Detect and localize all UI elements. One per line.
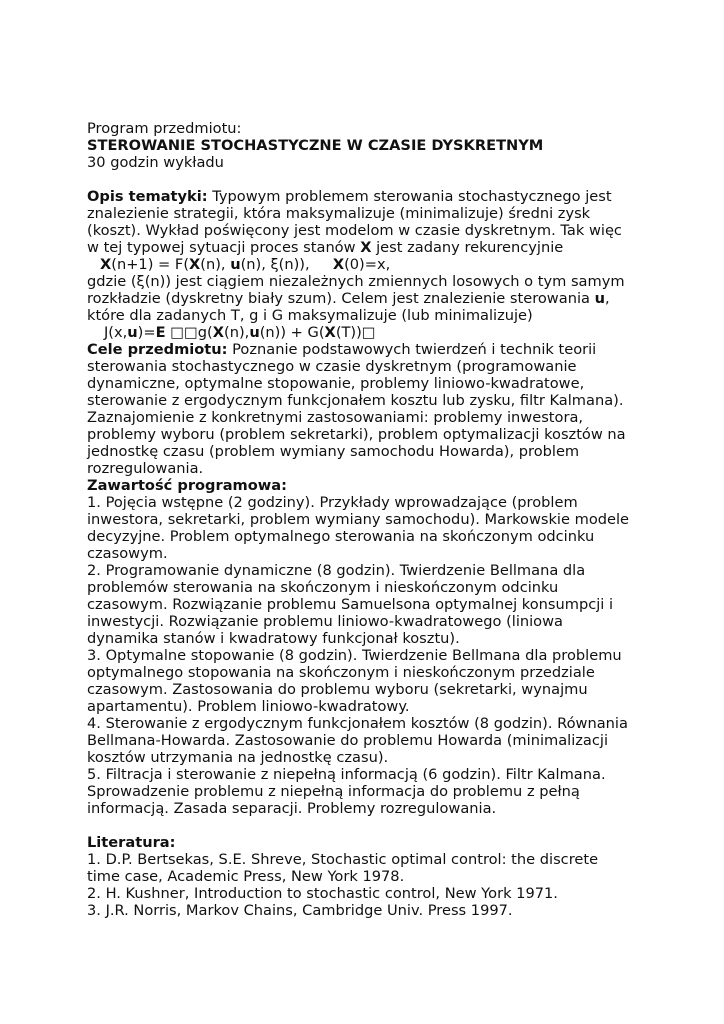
opis-line-4: w tej typowej sytuacji proces stanów X jest zadany rekurencyjnie	[87, 239, 564, 256]
opis-line-3: (koszt). Wykład poświęcony jest modelom w czasie dyskretnym. Tak więc	[87, 222, 622, 239]
program-label: Program przedmiotu:	[87, 120, 242, 137]
zawartosc-line: Sprowadzenie problemu z niepełną informacja do problemu z pełną	[87, 783, 580, 800]
zawartosc-line: informacją. Zasada separacji. Problemy rozregulowania.	[87, 800, 497, 817]
zawartosc-line: dynamika stanów i kwadratowy funkcjonał kosztu).	[87, 630, 460, 647]
zawartosc-line: apartamentu). Problem liniowo-kwadratowy.	[87, 698, 410, 715]
zawartosc-line: kosztów utrzymania na jednostkę czasu).	[87, 749, 389, 766]
opis-line-2: znalezienie strategii, która maksymalizuje (minimalizuje) średni zysk	[87, 205, 591, 222]
zawartosc-line: 2. Programowanie dynamiczne (8 godzin). Twierdzenie Bellmana dla	[87, 562, 586, 579]
zawartosc-line: decyzyjne. Problem optymalnego sterowania na skończonym odcinku	[87, 528, 595, 545]
opis-line-7: które dla zadanych T, g i G maksymalizuje (lub minimalizuje)	[87, 307, 533, 324]
course-title: STEROWANIE STOCHASTYCZNE W CZASIE DYSKRETNYM	[87, 137, 544, 154]
opis-heading: Opis tematyki:	[87, 188, 208, 205]
zawartosc-line: optymalnego stopowania na skończonym i nieskończonym przedziale	[87, 664, 595, 681]
zawartosc-line: czasowym. Zastosowania do problemu wyboru (sekretarki, wynajmu	[87, 681, 588, 698]
cele-line-2: sterowania stochastycznego w czasie dyskretnym (programowanie	[87, 358, 577, 375]
cele-line-8: rozregulowania.	[87, 460, 204, 477]
course-hours: 30 godzin wykładu	[87, 154, 224, 171]
zawartosc-heading: Zawartość programowa:	[87, 477, 287, 494]
spacer	[87, 817, 687, 834]
zawartosc-line: 1. Pojęcia wstępne (2 godziny). Przykłady wprowadzające (problem	[87, 494, 578, 511]
cele-line-4: sterowanie z ergodycznym funkcjonałem kosztu lub zysku, filtr Kalmana).	[87, 392, 624, 409]
objective-equation: J(x,u)=E □□g(X(n),u(n)) + G(X(T))□	[104, 324, 376, 341]
zawartosc-line: Bellmana-Howarda. Zastosowanie do problemu Howarda (minimalizacji	[87, 732, 608, 749]
zawartosc-line: 5. Filtracja i sterowanie z niepełną informacją (6 godzin). Filtr Kalmana.	[87, 766, 606, 783]
opis-line-5: gdzie (ξ(n)) jest ciągiem niezależnych zmiennych losowych o tym samym	[87, 273, 625, 290]
spacer	[87, 171, 687, 188]
zawartosc-line: 3. Optymalne stopowanie (8 godzin). Twierdzenie Bellmana dla problemu	[87, 647, 622, 664]
literatura-heading: Literatura:	[87, 834, 176, 851]
zawartosc-line: inwestycji. Rozwiązanie problemu liniowo-kwadratowego (liniowa	[87, 613, 563, 630]
zawartosc-line: 4. Sterowanie z ergodycznym funkcjonałem kosztów (8 godzin). Równania	[87, 715, 628, 732]
cele-heading: Cele przedmiotu:	[87, 341, 228, 358]
recurrence-equation: X(n+1) = F(X(n), u(n), ξ(n)), X(0)=x,	[100, 256, 391, 273]
opis-line-1: Opis tematyki: Typowym problemem sterowania stochastycznego jest	[87, 188, 612, 205]
cele-line-1: Cele przedmiotu: Poznanie podstawowych twierdzeń i technik teorii	[87, 341, 597, 358]
cele-line-5: Zaznajomienie z konkretnymi zastosowaniami: problemy inwestora,	[87, 409, 584, 426]
zawartosc-line: inwestora, sekretarki, problem wymiany samochodu). Markowskie modele	[87, 511, 630, 528]
literatura-line: 3. J.R. Norris, Markov Chains, Cambridge Univ. Press 1997.	[87, 902, 513, 919]
cele-line-7: jednostkę czasu (problem wymiany samochodu Howarda), problem	[87, 443, 580, 460]
literatura-line: time case, Academic Press, New York 1978.	[87, 868, 405, 885]
zawartosc-line: czasowym. Rozwiązanie problemu Samuelsona optymalnej konsumpcji i	[87, 596, 614, 613]
zawartosc-line: czasowym.	[87, 545, 168, 562]
cele-line-3: dynamiczne, optymalne stopowanie, problemy liniowo-kwadratowe,	[87, 375, 585, 392]
document-page	[87, 120, 687, 919]
zawartosc-line: problemów sterowania na skończonym i nieskończonym odcinku	[87, 579, 559, 596]
cele-line-6: problemy wyboru (problem sekretarki), problem optymalizacji kosztów na	[87, 426, 626, 443]
literatura-line: 2. H. Kushner, Introduction to stochastic control, New York 1971.	[87, 885, 558, 902]
opis-line-6: rozkładzie (dyskretny biały szum). Celem jest znalezienie sterowania u,	[87, 290, 610, 307]
literatura-line: 1. D.P. Bertsekas, S.E. Shreve, Stochastic optimal control: the discrete	[87, 851, 599, 868]
